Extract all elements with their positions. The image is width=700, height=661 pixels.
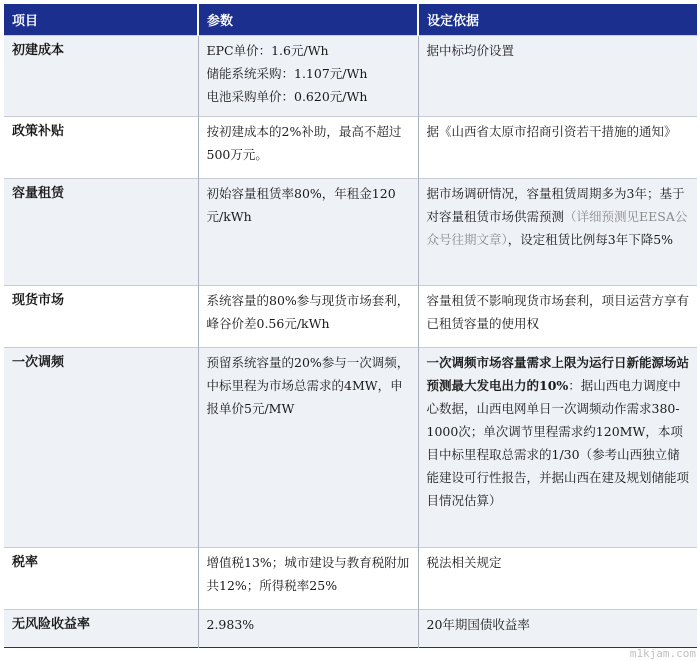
row-item: 容量租赁 (4, 179, 198, 286)
basis-text: 据市场调研情况，容量租赁周期多为3年；基于对容量租赁市场供需预测 (426, 186, 685, 224)
row-item: 政策补贴 (4, 117, 198, 179)
table-row (4, 548, 697, 610)
parameter-table (4, 4, 697, 648)
param-line: EPC单价：1.6元/Wh (206, 43, 329, 58)
row-item: 税率 (4, 548, 198, 610)
table-row (4, 286, 697, 348)
watermark: m1kjam.com (629, 647, 696, 660)
row-item: 一次调频 (4, 348, 198, 548)
table-row (4, 117, 697, 179)
header-basis: 设定依据 (418, 4, 697, 36)
basis-emphasis: 一次调频市场容量需求上限为运行日新能源场站预测最大发电出力的10% (426, 355, 690, 393)
row-basis (418, 179, 697, 286)
row-item: 初建成本 (4, 36, 198, 117)
basis-note: （详细预测见EESA公众号往期文章） (426, 209, 688, 247)
row-basis: 据中标均价设置 (418, 36, 697, 117)
row-params: 初始容量租赁率80%，年租金120元/kWh (198, 179, 418, 286)
table-header (4, 4, 697, 36)
header-item: 项目 (4, 4, 198, 36)
row-basis: 据《山西省太原市招商引资若干措施的通知》 (426, 124, 677, 139)
row-basis: 20年期国债收益率 (418, 610, 697, 648)
table-row (4, 179, 697, 286)
row-params: 增值税13%；城市建设与教育税附加共12%；所得税率25% (198, 548, 418, 610)
basis-text: ，设定租赁比例每3年下降5% (507, 232, 674, 247)
basis-text: ：据山西电力调度中心数据，山西电网单日一次调频动作需求380-1000次；单次调节里程需求约120MW，本项目中标里程取总需求的1/30（参考山西独立储能建设可行性报告，并据山西在建及规划储能项目情况估算） (426, 378, 690, 508)
param-line: 电池采购单价：0.620元/Wh (206, 89, 368, 104)
row-params (198, 36, 418, 117)
row-params: 预留系统容量的20%参与一次调频，中标里程为市场总需求的4MW，申报单价5元/MW (198, 348, 418, 548)
row-params: 系统容量的80%参与现货市场套利，峰谷价差0.56元/kWh (198, 286, 418, 348)
table-row (4, 610, 697, 648)
table-row (4, 348, 697, 548)
row-params: 按初建成本的2%补助，最高不超过500万元。 (198, 117, 418, 179)
row-params: 2.983% (198, 610, 418, 648)
row-basis: 税法相关规定 (426, 555, 502, 570)
row-basis: 容量租赁不影响现货市场套利，项目运营方享有已租赁容量的使用权 (426, 293, 690, 331)
row-item: 无风险收益率 (4, 610, 198, 648)
header-params: 参数 (198, 4, 418, 36)
param-line: 储能系统采购：1.107元/Wh (206, 66, 368, 81)
row-item: 现货市场 (4, 286, 198, 348)
row-basis (418, 348, 697, 548)
table-row (4, 36, 697, 117)
